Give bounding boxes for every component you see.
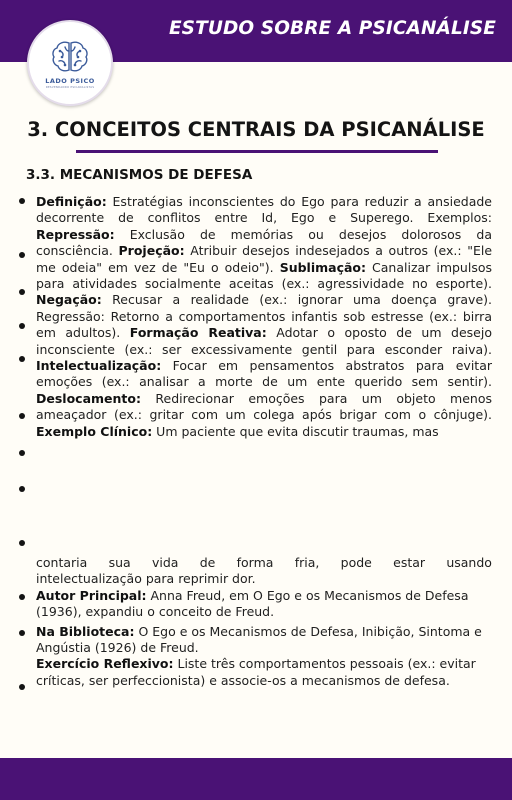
- term-text: Liste três comportamentos pessoais (ex.: evitar críticas, ser perfeccionista) e associe-os a mecanismos de defesa.: [36, 656, 476, 688]
- section-divider: [76, 150, 438, 153]
- term-text: Estratégias inconscientes do Ego para reduzir a ansiedade decorrente de conflitos entre Id, Ego e Superego. Exemplos:: [36, 194, 492, 226]
- word: vida: [151, 555, 179, 570]
- bullet: [19, 289, 25, 295]
- word: forma: [236, 555, 274, 570]
- term-text: Focar em pensamentos abstratos para evitar emoções (ex.: analisar a morte de um ente querido sem sentir).: [36, 358, 492, 390]
- term-text: Adotar o oposto de um desejo inconsciente (ex.: ser excessivamente gentil para esconder raiva).: [36, 325, 492, 357]
- word: sua: [108, 555, 131, 570]
- line-continuation: intelectualização para reprimir dor.: [36, 571, 256, 587]
- bullet: [19, 450, 25, 456]
- term-label: Definição:: [36, 194, 107, 209]
- word: de: [199, 555, 216, 570]
- bullet: [19, 356, 25, 362]
- word: pode: [340, 555, 372, 570]
- term-text: Exclusão de memórias ou desejos dolorosos da consciência.: [36, 226, 492, 259]
- term-label: Formação Reativa:: [129, 325, 267, 341]
- page-header-title: ESTUDO SOBRE A PSICANÁLISE: [168, 18, 496, 39]
- logo: [27, 20, 113, 106]
- bullet: [19, 684, 25, 690]
- bullet: [19, 323, 25, 329]
- term-label: Projeção:: [118, 243, 185, 259]
- logo-tagline: DESVENDANDO PSICANALISTAS: [45, 86, 95, 89]
- bullet: [19, 413, 25, 419]
- term-label: Intelectualização:: [36, 358, 162, 374]
- mechanisms-paragraph: [36, 194, 492, 440]
- author-item: [36, 588, 492, 621]
- term-label: Autor Principal:: [36, 587, 147, 603]
- term-text: Redirecionar emoções para um objeto menos ameaçador (ex.: gritar com um colega após brigar com o cônjuge).: [36, 390, 492, 423]
- term-label: Na Biblioteca:: [36, 623, 135, 639]
- term-label: Exemplo Clínico:: [36, 423, 153, 439]
- brain-icon: [50, 39, 90, 75]
- term-text: Recusar a realidade (ex.: ignorar uma doença grave). Regressão: Retorno a comportamentos infantis sob estresse (ex.: birra em adultos).: [36, 292, 492, 341]
- bullet: [19, 252, 25, 258]
- logo-name: LADO PSICO: [45, 77, 95, 85]
- term-text: Anna Freud, em O Ego e os Mecanismos de Defesa (1936), expandiu o conceito de Freud.: [36, 587, 469, 620]
- bullet-column: [19, 196, 29, 696]
- term-text: Canalizar impulsos para atividades socialmente aceitas (ex.: agressividade no esporte).: [36, 259, 493, 292]
- term-text: Um paciente que evita discutir traumas, mas: [152, 423, 439, 439]
- continuation-paragraph: [36, 555, 492, 689]
- footer-band: [0, 758, 512, 800]
- word: fria,: [294, 555, 320, 570]
- subsection-title: 3.3. MECANISMOS DE DEFESA: [26, 167, 253, 183]
- bullet: [19, 630, 25, 636]
- term-label: Deslocamento:: [36, 390, 141, 406]
- bullet: [19, 540, 25, 546]
- word: contaria: [36, 555, 88, 570]
- term-label: Repressão:: [36, 226, 115, 242]
- term-label: Negação:: [36, 292, 102, 308]
- exercise-item: [36, 656, 492, 689]
- term-text: O Ego e os Mecanismos de Defesa, Inibição, Sintoma e Angústia (1926) de Freud.: [36, 623, 482, 656]
- term-label: Sublimação:: [279, 259, 366, 275]
- term-text: Atribuir desejos indesejados a outros (ex.: "Ele me odeia" em vez de "Eu o odeio").: [36, 243, 493, 275]
- word: usando: [446, 555, 492, 570]
- section-title: 3. CONCEITOS CENTRAIS DA PSICANÁLISE: [27, 118, 485, 141]
- library-item: [36, 624, 492, 657]
- bullet: [19, 594, 25, 600]
- bullet: [19, 198, 25, 204]
- bullet: [19, 486, 25, 492]
- term-label: Exercício Reflexivo:: [36, 656, 174, 672]
- word: estar: [393, 555, 426, 570]
- justified-line: [36, 555, 492, 571]
